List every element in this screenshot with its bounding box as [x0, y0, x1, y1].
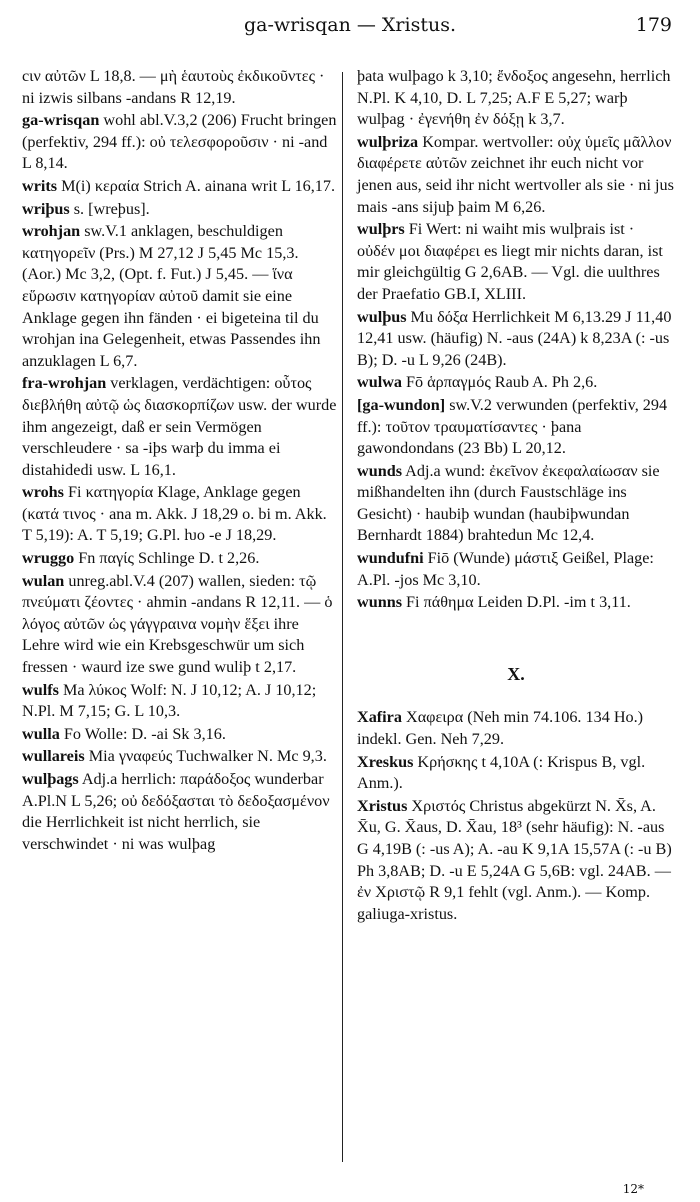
dictionary-entry: wulla Fo Wolle: D. -ai Sk 3,16.: [22, 724, 226, 743]
dictionary-entry: wunns Fi πάθημα Leiden D.Pl. -im t 3,11.: [357, 593, 631, 612]
headword: wulþriza: [357, 132, 419, 151]
headword: wriþus: [22, 199, 70, 218]
headword: wulþrs: [357, 220, 405, 239]
dictionary-entry: wulþags Adj.a herrlich: παράδοξος wunderbar A.Pl.N L 5,26; οὐ δεδόξασται τὸ δεδοξασμένον die Herrlichkeit ist nicht herrlich, sie verschwindet · ni was wulþag: [22, 770, 330, 853]
dictionary-entry: wulfs Ma λύκος Wolf: N. J 10,12; A. J 10,12; N.Pl. M 7,15; G. L 10,3.: [22, 680, 317, 721]
dictionary-entry: wriþus s. [wreþus].: [22, 199, 150, 218]
dictionary-entry: wunds Adj.a wund: ἐκεῖνον ἐκεφαλαίωσαν sie mißhandelten ihn (durch Faustschläge ins Gesicht) · haubiþ wundan (haubiþwundan Bernhardt 1884) brahtedun Mc 12,4.: [357, 461, 660, 545]
dictionary-entry: wrohjan sw.V.1 anklagen, beschuldigen κατηγορεῖν (Prs.) M 27,12 J 5,45 Mc 15,3. (Aor.) Mc 3,2, (Opt. f. Fut.) J 5,45. — ἵνα εὕρωσιν κατηγορίαν αὐτοῦ damit sie eine Anklage gegen ihn fänden · ei bigeteina til du wrohjan ina Gelegenheit, etwas Passendes ihn anzuklagen L 6,7.: [22, 222, 321, 370]
dictionary-entry: wundufni Fiō (Wunde) μάστιξ Geißel, Plage: A.Pl. -jos Mc 3,10.: [357, 549, 654, 589]
headword: wunns: [357, 593, 402, 612]
page-header: [0, 14, 700, 44]
dictionary-entry: [ga-wundon] sw.V.2 verwunden (perfektiv, 294 ff.): τοῦτον τραυματίσαντες · þana gawondondans (23 Bb) L 20,12.: [357, 395, 668, 458]
headword: wulwa: [357, 373, 402, 392]
headword: [ga-wundon]: [357, 395, 446, 414]
signature-mark: 12*: [622, 1182, 644, 1196]
section-heading: X.: [507, 663, 525, 684]
headword: wundufni: [357, 549, 424, 568]
headword: wullareis: [22, 747, 85, 766]
dictionary-entry: Xafira Χαφειρα (Neh min 74.106. 134 Ho.) indekl. Gen. Neh 7,29.: [357, 708, 644, 749]
headword: wrohs: [22, 483, 64, 502]
headword: ga-wrisqan: [22, 111, 100, 130]
column-divider: [342, 72, 343, 1162]
dictionary-entry: wulþriza Kompar. wertvoller: οὐχ ὑμεῖς μᾶλλον διαφέρετε αὐτῶν zeichnet ihr euch nicht vor jenen aus, seid ihr nicht wertvoller als sie · ni jus mais -ans sijuþ þaim M 6,26.: [357, 132, 674, 216]
dictionary-entry: fra-wrohjan verklagen, verdächtigen: οὗτος διεβλήθη αὐτῷ ὡς διασκορπίζων usw. der wurde ihm angezeigt, daß er sein Vermögen verschleudere · sa -iþs warþ du imma ei distahidedi usw. L 16,1.: [22, 374, 337, 479]
left-column: [22, 66, 340, 856]
page-number: 179: [635, 14, 672, 36]
dictionary-entry: wruggo Fn παγίς Schlinge D. t 2,26.: [22, 549, 260, 568]
dictionary-entry: ga-wrisqan wohl abl.V.3,2 (206) Frucht bringen (perfektiv, 294 ff.): οὐ τελεσφοροῦσιν · ni -and L 8,14.: [22, 111, 337, 173]
dictionary-entry: Xreskus Κρήσκης t 4,10A (: Krispus B, vgl. Anm.).: [357, 752, 646, 793]
headword: Xristus: [357, 796, 408, 815]
dictionary-entry: writs M(i) κεραία Strich A. ainana writ L 16,17.: [22, 176, 336, 195]
headword: Xafira: [357, 708, 402, 727]
dictionary-entry: þata wulþago k 3,10; ἔνδοξος angesehn, herrlich N.Pl. K 4,10, D. L 7,25; A.F E 5,27; warþ wulþag · ἐγενήθη ἐν δόξῃ k 3,7.: [357, 67, 671, 129]
right-column: [357, 66, 675, 926]
headword: wulan: [22, 571, 65, 590]
headword: wulla: [22, 724, 60, 743]
dictionary-entry: wulþrs Fi Wert: ni waiht mis wulþrais ist · οὐδέν μοι διαφέρει es liegt mir nichts daran, ist mir gleichgültig G 2,6AB. — Vgl. die uulthres der Praefatio GB.I, XLIII.: [357, 220, 663, 303]
dictionary-entry: wulan unreg.abl.V.4 (207) wallen, sieden: τῷ πνεύματι ζέοντες · ahmin -andans R 12,11. — ὁ λόγος αὐτῶν ὡς γάγγραινα νομὴν ἕξει ihre Lehre wird wie ein Krebsgeschwür um sich fressen · waurd ize swe gund wuliþ t 2,17.: [22, 571, 333, 677]
headword: wruggo: [22, 549, 75, 568]
headword: wulþags: [22, 770, 79, 788]
headword: fra-wrohjan: [22, 374, 107, 393]
dictionary-entry: Xristus Χριστός Christus abgekürzt N. X̄s, A. X̄u, G. X̄aus, D. X̄au, 18³ (sehr häufig): N. -aus G 4,19B (: -us A); A. -au K 9,1A 15,57A (: -u B) Ph 3,8AB; D. -u E 5,24A G 5,6B: vgl. 24AB. — ἐν Χριστῷ R 9,1 fehlt (vgl. Anm.). — Komp. galiuga-xristus.: [357, 796, 672, 923]
dictionary-entry: wulwa Fō ἁρπαγμός Raub A. Ph 2,6.: [357, 373, 598, 392]
dictionary-entry: wrohs Fi κατηγορία Klage, Anklage gegen (κατά τινος · ana m. Akk. J 18,29 o. bi m. Akk. T 5,19): A. T 5,19; G.Pl. ƕo -e J 18,29.: [22, 483, 327, 545]
dictionary-entry: wulþus Mu δόξα Herrlichkeit M 6,13.29 J 11,40 12,41 usw. (häufig) N. -aus (24A) k 8,23A (: -us B); D. -u L 9,26 (24B).: [357, 307, 672, 369]
running-title: ga-wrisqan — Xristus.: [244, 14, 456, 36]
headword: wulþus: [357, 307, 407, 326]
headword: writs: [22, 176, 58, 195]
headword: wulfs: [22, 680, 59, 699]
headword: wrohjan: [22, 222, 81, 241]
headword: wunds: [357, 461, 402, 480]
dictionary-entry: wullareis Mia γναφεύς Tuchwalker N. Mc 9,3.: [22, 747, 327, 766]
dictionary-entry: cιν αὐτῶν L 18,8. — μὴ ἑαυτοὺς ἐκδικοῦντες · ni izwis silbans -andans R 12,19.: [22, 67, 325, 107]
headword: Xreskus: [357, 752, 414, 771]
